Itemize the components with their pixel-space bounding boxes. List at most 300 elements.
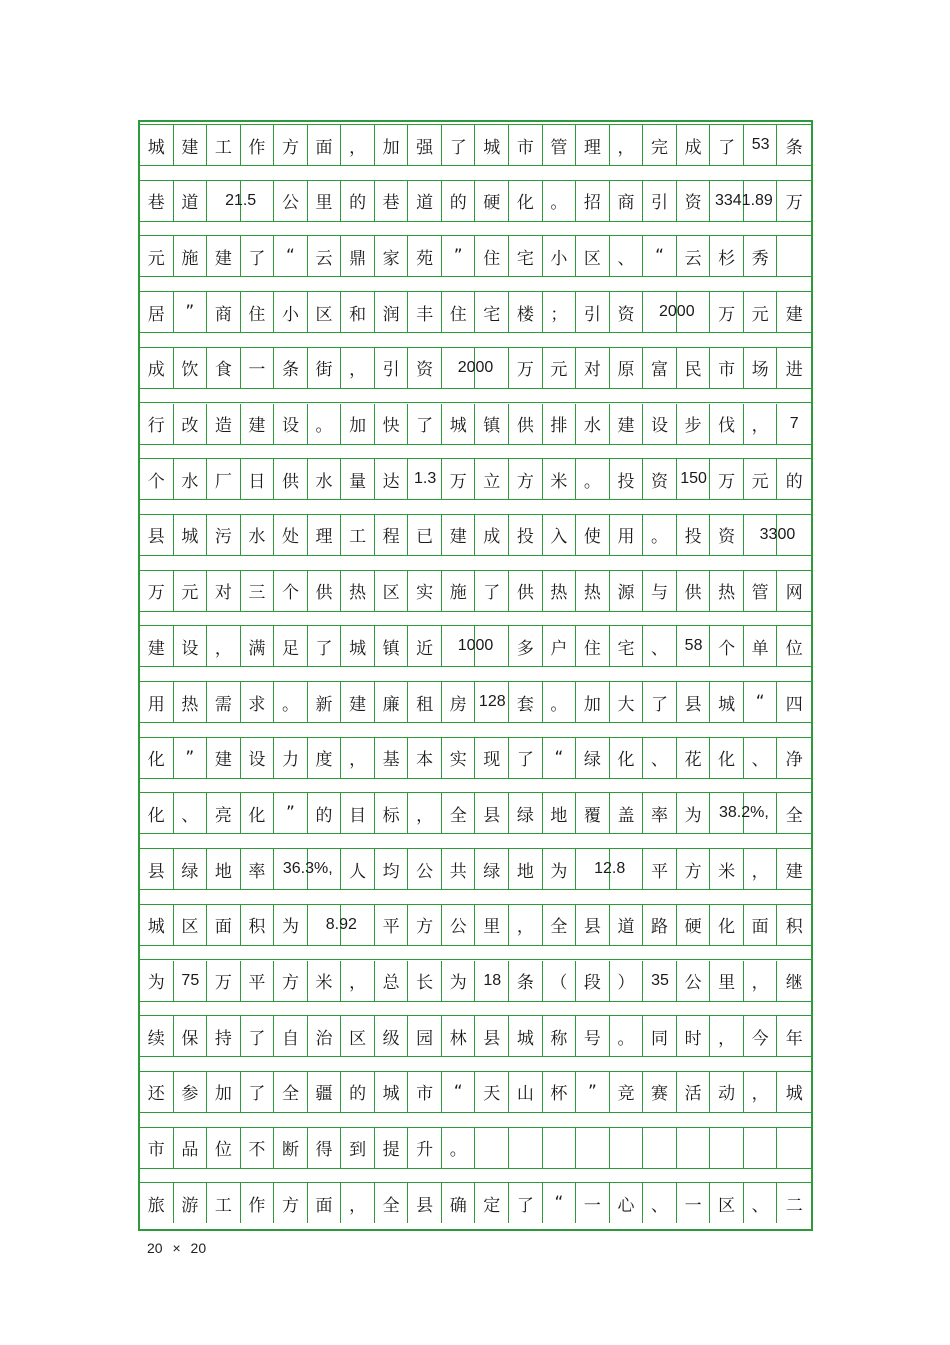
grid-cell: 达 (375, 459, 409, 499)
grid-cell: 本 (408, 738, 442, 778)
grid-cell: 为 (677, 793, 711, 833)
grid-cell: 区 (710, 1183, 744, 1223)
grid-cell: 化 (710, 905, 744, 945)
grid-cell: 厂 (207, 459, 241, 499)
grid-row (140, 1183, 811, 1223)
grid-cell: ， (710, 1016, 744, 1056)
grid-cell: 、 (744, 1183, 778, 1223)
grid-cell: 供 (509, 404, 543, 444)
grid-columns: 20 (147, 1240, 163, 1256)
grid-cell: 了 (509, 1183, 543, 1223)
grid-cell: 继 (785, 973, 803, 993)
grid-cell: 宅 (476, 292, 510, 332)
grid-cell: 万 (710, 292, 744, 332)
grid-cell: 设 (241, 738, 275, 778)
row-separator (140, 276, 811, 292)
grid-cell: 云 (677, 236, 711, 276)
grid-cell: 化 (710, 738, 744, 778)
grid-cell: 供 (308, 571, 342, 611)
grid-cell: 居 (140, 292, 174, 332)
grid-cell (744, 1128, 778, 1168)
row-separator (140, 889, 811, 905)
grid-cell: 了 (241, 1016, 275, 1056)
grid-cell: 日 (241, 459, 275, 499)
grid-cell: 了 (442, 125, 476, 165)
grid-row (140, 738, 811, 778)
grid-cell: 自 (274, 1016, 308, 1056)
grid-cell: 理 (576, 125, 610, 165)
grid-number: 7 (789, 414, 799, 432)
grid-cell: 网 (785, 583, 803, 604)
grid-cell: 元 (543, 348, 577, 388)
grid-cell: “ (744, 682, 778, 722)
grid-number: 38.2%, (718, 804, 769, 822)
grid-cell: 工 (341, 515, 375, 555)
grid-cell: 全 (785, 805, 803, 826)
grid-cell: 市 (140, 1128, 174, 1168)
grid-number: 1.3 (414, 470, 437, 488)
grid-cell: ， (408, 793, 442, 833)
grid-cell: ， (744, 961, 778, 1001)
grid-number: 36.3%, (282, 860, 333, 878)
grid-cell: 伐 (710, 404, 744, 444)
times-sign: × (172, 1240, 181, 1256)
grid-cell: 积 (241, 905, 275, 945)
grid-cell: 的 (341, 181, 375, 221)
row-separator (140, 1112, 811, 1128)
grid-cell: 杉 (710, 236, 744, 276)
grid-cell: 绿 (476, 849, 510, 889)
grid-cell: 施 (442, 571, 476, 611)
grid-cell: 园 (408, 1016, 442, 1056)
grid-cell: 四 (785, 694, 803, 715)
grid-cell: 面 (744, 905, 778, 945)
grid-cell: 使 (576, 515, 610, 555)
grid-cell: 宅 (509, 236, 543, 276)
grid-cell: 力 (274, 738, 308, 778)
grid-cell: 为 (274, 905, 308, 945)
grid-cell: 引 (576, 292, 610, 332)
grid-cell: 。 (442, 1128, 476, 1168)
grid-cell: 实 (408, 571, 442, 611)
grid-cell: 管 (744, 571, 778, 611)
grid-cell: 城 (476, 125, 510, 165)
grid-row (140, 905, 811, 945)
grid-cell: 道 (610, 905, 644, 945)
grid-cell: 路 (643, 905, 677, 945)
grid-cell: 、 (643, 626, 677, 666)
grid-cell: 引 (643, 181, 677, 221)
grid-cell: “ (543, 738, 577, 778)
grid-cell: 满 (241, 626, 275, 666)
grid-cell: 赛 (643, 1072, 677, 1112)
grid-cell: 方 (408, 905, 442, 945)
grid-cell: 花 (677, 738, 711, 778)
grid-cell: 商 (610, 181, 644, 221)
grid-cell: 城 (140, 905, 174, 945)
grid-cell: 县 (476, 1016, 510, 1056)
manuscript-grid (138, 120, 813, 1231)
row-separator (140, 332, 811, 348)
grid-cell: 立 (476, 459, 510, 499)
grid-cell: ， (744, 404, 778, 444)
grid-cell: ” (274, 793, 308, 833)
grid-cell: 已 (408, 515, 442, 555)
grid-cell: 水 (308, 459, 342, 499)
grid-cell: 家 (375, 236, 409, 276)
grid-cell: 多 (509, 626, 543, 666)
grid-cell: 参 (174, 1072, 208, 1112)
grid-cell: 市 (509, 125, 543, 165)
grid-cell: “ (543, 1183, 577, 1223)
grid-cell: 程 (375, 515, 409, 555)
grid-cell: 的 (785, 471, 803, 492)
grid-cell: 区 (341, 1016, 375, 1056)
grid-row (140, 292, 811, 332)
grid-cell: 街 (308, 348, 342, 388)
grid-cell: 区 (174, 905, 208, 945)
grid-cell: 了 (509, 738, 543, 778)
grid-cell: 化 (610, 738, 644, 778)
grid-cell: 加 (207, 1072, 241, 1112)
grid-cell: 为 (140, 961, 174, 1001)
grid-cell: ， (341, 125, 375, 165)
grid-row (140, 1016, 811, 1056)
grid-cell: 建 (610, 404, 644, 444)
grid-row (140, 961, 811, 1001)
grid-cell: 住 (241, 292, 275, 332)
grid-cell: 小 (543, 236, 577, 276)
grid-cell: 加 (576, 682, 610, 722)
grid-cell: 原 (610, 348, 644, 388)
grid-cell: 现 (476, 738, 510, 778)
grid-cell: 房 (442, 682, 476, 722)
grid-row (140, 181, 811, 221)
grid-cell: 污 (207, 515, 241, 555)
grid-cell: 用 (140, 682, 174, 722)
grid-cell: 量 (341, 459, 375, 499)
row-separator (140, 1001, 811, 1017)
grid-cell: 条 (274, 348, 308, 388)
grid-size-label (147, 1240, 206, 1256)
grid-number: 3300 (759, 525, 796, 543)
grid-cell: 了 (408, 404, 442, 444)
grid-number: 35 (651, 971, 669, 989)
grid-cell: 。 (643, 515, 677, 555)
grid-cell: 造 (207, 404, 241, 444)
grid-cell: 工 (207, 1183, 241, 1223)
grid-cell: 热 (576, 571, 610, 611)
grid-cell: 设 (643, 404, 677, 444)
grid-cell: 区 (375, 571, 409, 611)
grid-cell: 位 (785, 638, 803, 659)
grid-cell: 里 (476, 905, 510, 945)
grid-rows: 20 (190, 1240, 207, 1256)
row-separator (140, 555, 811, 571)
grid-cell: ， (341, 1183, 375, 1223)
grid-cell: 积 (785, 917, 803, 938)
grid-row (140, 626, 811, 666)
grid-cell: 化 (140, 793, 174, 833)
grid-cell (777, 1128, 811, 1168)
grid-cell: 成 (140, 348, 174, 388)
grid-cell: 和 (341, 292, 375, 332)
grid-cell: 城 (785, 1084, 803, 1105)
grid-cell: 、 (174, 793, 208, 833)
grid-cell: 米 (308, 961, 342, 1001)
grid-cell: 化 (140, 738, 174, 778)
grid-cell: 排 (543, 404, 577, 444)
grid-cell: ， (207, 626, 241, 666)
row-separator (140, 778, 811, 794)
grid-cell: 全 (375, 1183, 409, 1223)
grid-cell: 道 (174, 181, 208, 221)
grid-number: 2000 (457, 358, 494, 376)
grid-cell: 道 (408, 181, 442, 221)
grid-cell: 化 (241, 793, 275, 833)
grid-cell: 盖 (610, 793, 644, 833)
grid-cell: 了 (643, 682, 677, 722)
grid-cell: 建 (442, 515, 476, 555)
grid-cell: 处 (274, 515, 308, 555)
grid-cell: 方 (677, 849, 711, 889)
grid-cell: 水 (576, 404, 610, 444)
grid-cell: 公 (274, 181, 308, 221)
grid-cell: 方 (274, 961, 308, 1001)
row-separator (140, 165, 811, 181)
grid-cell: 持 (207, 1016, 241, 1056)
grid-cell: 与 (643, 571, 677, 611)
grid-cell: 的 (308, 793, 342, 833)
grid-cell: 改 (174, 404, 208, 444)
grid-cell: 城 (341, 626, 375, 666)
grid-cell: 。 (543, 682, 577, 722)
grid-cell: 、 (643, 738, 677, 778)
grid-cell: 活 (677, 1072, 711, 1112)
grid-cell: 地 (509, 849, 543, 889)
grid-cell: ， (341, 961, 375, 1001)
grid-cell: 县 (408, 1183, 442, 1223)
grid-cell: 的 (341, 1072, 375, 1112)
grid-cell: 建 (140, 626, 174, 666)
grid-cell: “ (442, 1072, 476, 1112)
grid-cell: 一 (677, 1183, 711, 1223)
grid-cell: 面 (308, 125, 342, 165)
grid-cell: 县 (476, 793, 510, 833)
grid-cell: 位 (207, 1128, 241, 1168)
grid-cell: 长 (408, 961, 442, 1001)
grid-cell: 竞 (610, 1072, 644, 1112)
grid-cell: ， (744, 1072, 778, 1112)
grid-cell: 今 (744, 1016, 778, 1056)
grid-cell: ） (610, 961, 644, 1001)
grid-cell: 硬 (476, 181, 510, 221)
grid-number: 150 (680, 470, 707, 488)
grid-cell: 林 (442, 1016, 476, 1056)
grid-row (140, 348, 811, 388)
grid-cell: 、 (643, 1183, 677, 1223)
grid-cell: 年 (785, 1028, 803, 1049)
grid-cell: 县 (140, 849, 174, 889)
grid-number: 75 (181, 971, 200, 989)
grid-cell: 度 (308, 738, 342, 778)
grid-cell: 同 (643, 1016, 677, 1056)
grid-cell: 治 (308, 1016, 342, 1056)
grid-cell: 率 (241, 849, 275, 889)
grid-cell: 户 (543, 626, 577, 666)
grid-cell: ” (442, 236, 476, 276)
grid-cell: 源 (610, 571, 644, 611)
grid-cell: 食 (207, 348, 241, 388)
grid-cell: 步 (677, 404, 711, 444)
grid-cell: 建 (241, 404, 275, 444)
grid-cell: 全 (543, 905, 577, 945)
grid-number: 18 (483, 971, 502, 989)
row-separator (140, 611, 811, 627)
grid-cell: 万 (785, 193, 803, 214)
grid-cell: 强 (408, 125, 442, 165)
grid-cell: 条 (509, 961, 543, 1001)
grid-cell: 建 (207, 738, 241, 778)
grid-cell: 供 (677, 571, 711, 611)
grid-cell: 建 (341, 682, 375, 722)
grid-cell: 公 (408, 849, 442, 889)
grid-cell: 进 (785, 360, 803, 381)
grid-cell: 完 (643, 125, 677, 165)
grid-cell: 云 (308, 236, 342, 276)
grid-cell: 租 (408, 682, 442, 722)
grid-cell: 面 (308, 1183, 342, 1223)
grid-cell: 元 (140, 236, 174, 276)
grid-cell: 提 (375, 1128, 409, 1168)
row-separator (140, 444, 811, 460)
grid-cell: 楼 (509, 292, 543, 332)
grid-cell: “ (643, 236, 677, 276)
grid-cell: 引 (375, 348, 409, 388)
grid-cell: （ (543, 961, 577, 1001)
grid-cell: 住 (442, 292, 476, 332)
grid-cell: 城 (140, 125, 174, 165)
grid-cell: 需 (207, 682, 241, 722)
grid-number: 53 (751, 136, 770, 153)
grid-number: 128 (478, 693, 506, 710)
row-separator (140, 945, 811, 961)
grid-number: 8.92 (325, 915, 357, 933)
grid-cell: 对 (207, 571, 241, 611)
grid-cell: 新 (308, 682, 342, 722)
grid-cell: 苑 (408, 236, 442, 276)
grid-cell: 硬 (677, 905, 711, 945)
grid-cell: 号 (576, 1016, 610, 1056)
grid-cell: 市 (710, 348, 744, 388)
grid-cell: 资 (408, 348, 442, 388)
grid-number: 12.8 (594, 860, 626, 878)
grid-cell: 心 (610, 1183, 644, 1223)
grid-cell: 保 (174, 1016, 208, 1056)
grid-row (140, 404, 811, 444)
grid-cell: 饮 (174, 348, 208, 388)
grid-cell: 米 (710, 849, 744, 889)
grid-cell: 了 (710, 125, 744, 165)
grid-cell: 宅 (610, 626, 644, 666)
grid-cell: 加 (375, 125, 409, 165)
grid-cell: 热 (710, 571, 744, 611)
grid-cell: “ (274, 236, 308, 276)
grid-cell: 求 (241, 682, 275, 722)
grid-cell: 率 (643, 793, 677, 833)
grid-cell: 元 (744, 459, 778, 499)
grid-cell: 成 (476, 515, 510, 555)
row-separator (140, 499, 811, 515)
grid-cell: 用 (610, 515, 644, 555)
row-separator (140, 1168, 811, 1184)
grid-cell: 绿 (174, 849, 208, 889)
grid-cell: 单 (744, 626, 778, 666)
grid-cell: 米 (543, 459, 577, 499)
grid-cell: 平 (241, 961, 275, 1001)
grid-cell: 元 (744, 292, 778, 332)
grid-number: 2000 (659, 303, 695, 321)
grid-cell: 品 (174, 1128, 208, 1168)
grid-cell: 资 (610, 292, 644, 332)
grid-cell: 绿 (576, 738, 610, 778)
grid-cell: 热 (543, 571, 577, 611)
grid-cell: 续 (140, 1016, 174, 1056)
grid-cell: ” (174, 292, 208, 332)
grid-cell: 行 (140, 404, 174, 444)
grid-cell: 招 (576, 181, 610, 221)
grid-cell: 二 (785, 1195, 803, 1216)
grid-cell: 不 (241, 1128, 275, 1168)
grid-cell: 作 (241, 125, 275, 165)
grid-cell: 方 (274, 125, 308, 165)
grid-cell: 场 (744, 348, 778, 388)
grid-cell: 断 (274, 1128, 308, 1168)
grid-cell: 万 (509, 348, 543, 388)
grid-cell: 区 (308, 292, 342, 332)
grid-cell: ， (610, 125, 644, 165)
grid-cell: 城 (710, 682, 744, 722)
grid-row (140, 571, 811, 611)
grid-cell: 地 (543, 793, 577, 833)
grid-cell: 。 (576, 459, 610, 499)
grid-cell: 为 (442, 961, 476, 1001)
row-separator (140, 666, 811, 682)
grid-cell: 个 (710, 626, 744, 666)
grid-cell: 润 (375, 292, 409, 332)
grid-cell: 。 (610, 1016, 644, 1056)
grid-cell: 个 (140, 459, 174, 499)
grid-cell: 山 (509, 1072, 543, 1112)
grid-cell: 富 (643, 348, 677, 388)
grid-cell: 县 (677, 682, 711, 722)
grid-cell: 段 (576, 961, 610, 1001)
grid-cell: 供 (274, 459, 308, 499)
grid-cell: 资 (643, 459, 677, 499)
grid-cell: 净 (785, 750, 803, 771)
grid-cell: 面 (207, 905, 241, 945)
grid-cell: 城 (442, 404, 476, 444)
grid-cell: 的 (442, 181, 476, 221)
grid-row (140, 682, 811, 722)
grid-cell: 万 (442, 459, 476, 499)
grid-cell: 三 (241, 571, 275, 611)
grid-cell: 区 (576, 236, 610, 276)
grid-cell: 为 (543, 849, 577, 889)
grid-cell: 、 (610, 236, 644, 276)
grid-cell: 还 (140, 1072, 174, 1112)
grid-row (140, 1072, 811, 1112)
